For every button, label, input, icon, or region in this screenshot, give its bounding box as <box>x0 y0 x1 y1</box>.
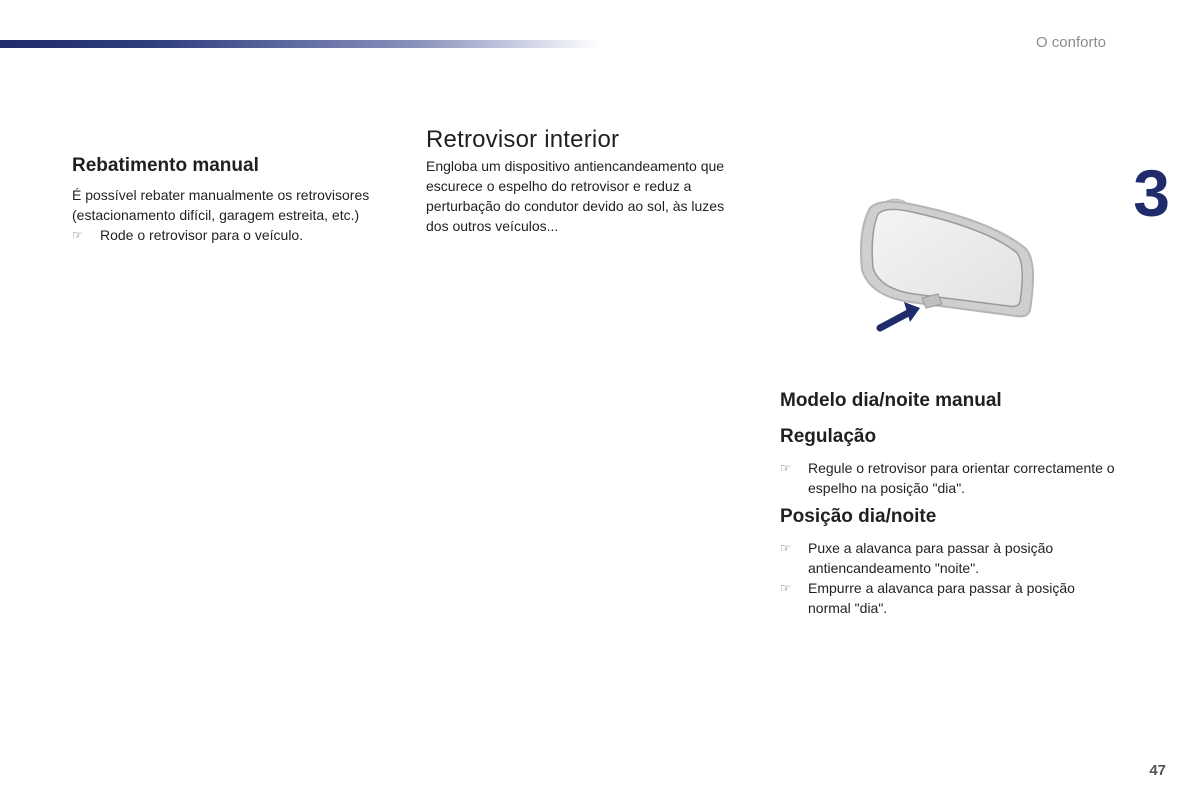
list-item <box>72 225 392 245</box>
right-column <box>780 390 1120 618</box>
list-item <box>780 458 1120 498</box>
rearview-mirror-illustration <box>840 190 1050 350</box>
bullet-text: Rode o retrovisor para o veículo. <box>100 227 304 243</box>
header-color-bar <box>0 40 600 48</box>
page-title: Retrovisor interior <box>426 126 620 153</box>
left-column <box>72 155 392 245</box>
adjustment-bullets <box>780 458 1120 498</box>
list-item <box>780 538 1120 578</box>
section-label: O conforto <box>1035 34 1106 51</box>
manual-folding-heading: Rebatimento manual <box>72 155 259 176</box>
bullet-text: Regule o retrovisor para orientar correctamente o espelho na posição "dia". <box>808 460 1115 496</box>
hand-pointing-icon: ☞ <box>780 541 791 555</box>
page-number: 47 <box>1149 762 1166 779</box>
bullet-text: Empurre a alavanca para passar à posição normal "dia". <box>808 580 1075 616</box>
day-night-position-heading: Posição dia/noite <box>780 506 937 527</box>
bullet-text: Puxe a alavanca para passar à posição antiencandeamento "noite". <box>808 540 1054 576</box>
adjustment-heading: Regulação <box>780 426 877 447</box>
hand-pointing-icon: ☞ <box>780 461 791 475</box>
manual-folding-bullets <box>72 225 392 245</box>
middle-column <box>426 126 746 236</box>
day-night-bullets <box>780 538 1120 618</box>
interior-mirror-paragraph: Engloba um dispositivo antiencandeamento que escurece o espelho do retrovisor e reduz a perturbação do condutor devido ao sol, às luzes dos outros veículos... <box>426 158 725 234</box>
manual-day-night-heading: Modelo dia/noite manual <box>780 390 1002 411</box>
hand-pointing-icon: ☞ <box>72 228 83 242</box>
hand-pointing-icon: ☞ <box>780 581 791 595</box>
list-item <box>780 578 1120 618</box>
push-arrow-icon <box>880 302 920 328</box>
manual-folding-paragraph: É possível rebater manualmente os retrovisores (estacionamento difícil, garagem estreita, etc.) <box>72 187 370 223</box>
chapter-number: 3 <box>1133 156 1170 230</box>
